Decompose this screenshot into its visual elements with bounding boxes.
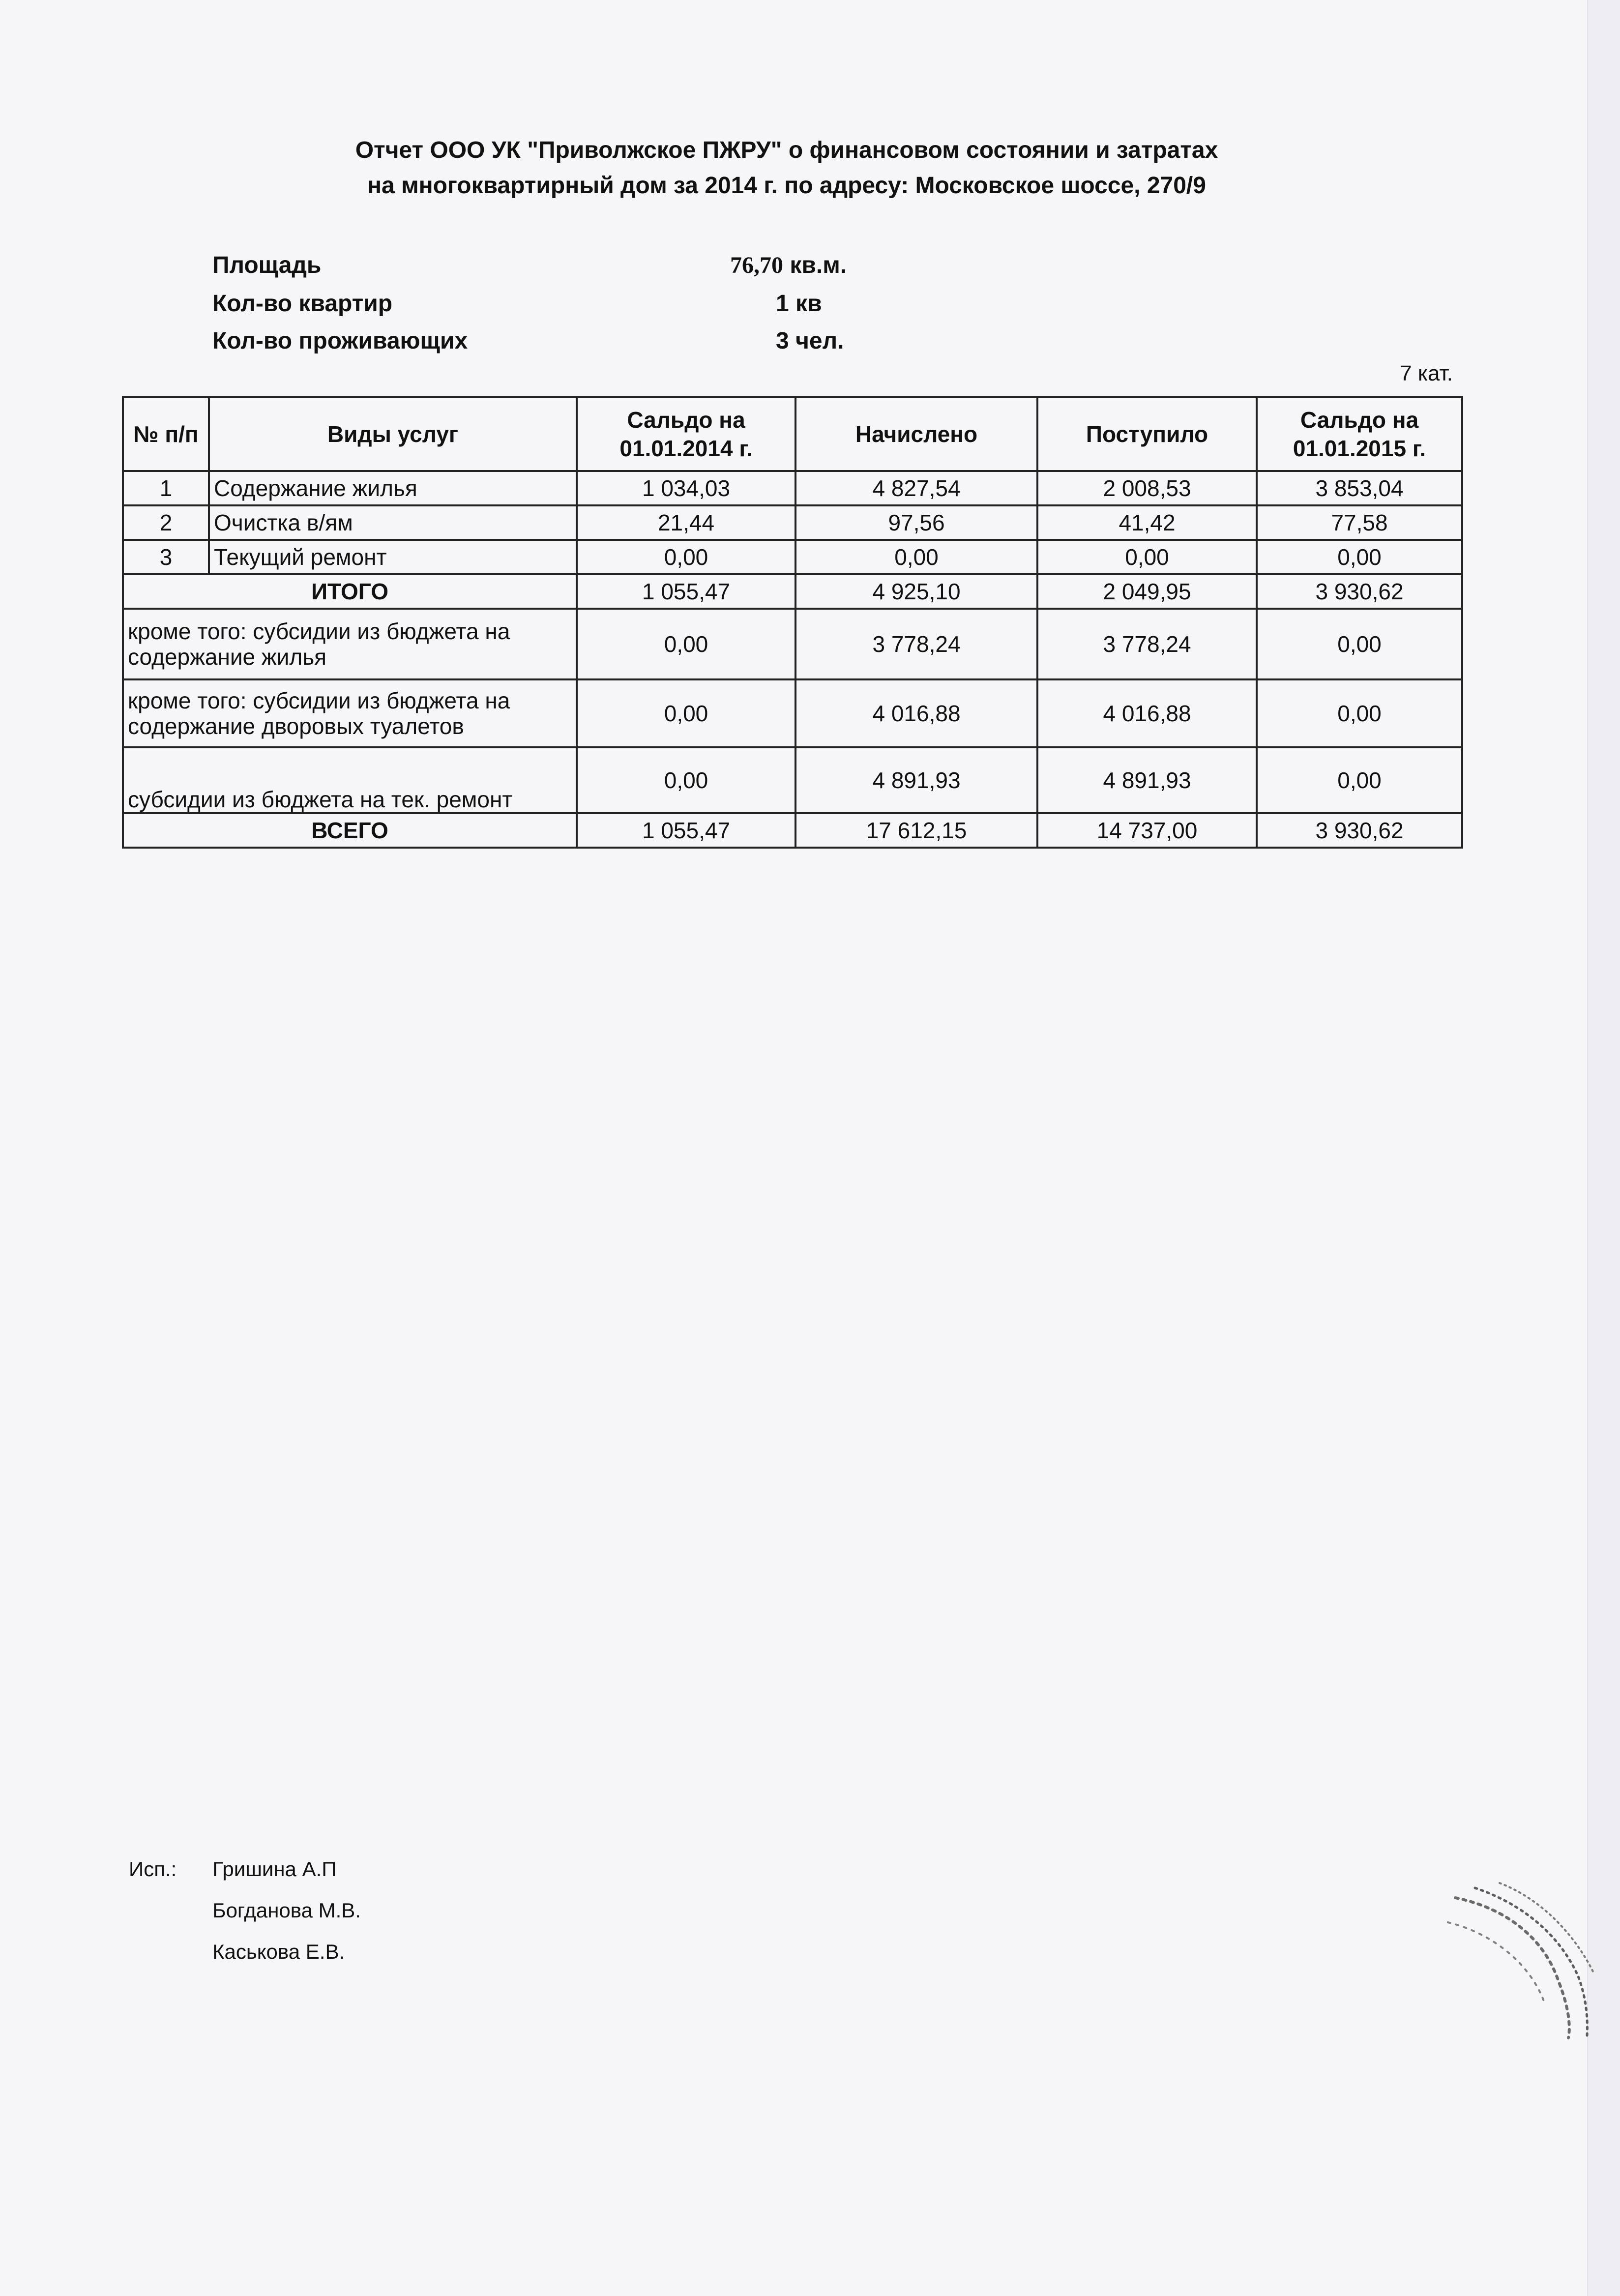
report-title (123, 133, 1450, 204)
row-received: 0,00 (1037, 540, 1257, 574)
subsidy-label (123, 609, 577, 679)
subsidy-row (123, 679, 1462, 747)
residents-value (776, 327, 844, 354)
row-num: 3 (123, 540, 209, 574)
subsidy-charged: 4 891,93 (795, 747, 1037, 813)
row-num: 2 (123, 505, 209, 540)
residents-unit: чел. (795, 328, 844, 354)
apartments-unit: кв (795, 291, 822, 317)
row-num: 1 (123, 471, 209, 505)
header-service: Виды услуг (209, 397, 577, 471)
grand-total-label: ВСЕГО (123, 813, 577, 848)
area-unit: кв.м. (790, 252, 847, 278)
title-line-2: на многоквартирный дом за 2014 г. по адресу: Московское шоссе, 270/9 (367, 173, 1206, 199)
title-line-1: Отчет ООО УК "Приволжское ПЖРУ" о финансовом состоянии и затратах (355, 137, 1218, 163)
grand-total-saldo-start: 1 055,47 (577, 813, 795, 848)
row-received: 2 008,53 (1037, 471, 1257, 505)
subsidy-saldo-start: 0,00 (577, 679, 795, 747)
row-charged: 0,00 (795, 540, 1037, 574)
area-label: Площадь (212, 252, 322, 278)
table-row (123, 505, 1462, 540)
residents-number: 3 (776, 328, 789, 354)
total-charged: 4 925,10 (795, 574, 1037, 609)
subsidy-saldo-start: 0,00 (577, 747, 795, 813)
header-num: № п/п (123, 397, 209, 471)
grand-total-saldo-end: 3 930,62 (1257, 813, 1462, 848)
header-saldo-start-line2: 01.01.2014 г. (619, 436, 753, 461)
row-received: 41,42 (1037, 505, 1257, 540)
subsidy-charged: 3 778,24 (795, 609, 1037, 679)
subsidy-saldo-end: 0,00 (1257, 609, 1462, 679)
row-charged: 4 827,54 (795, 471, 1037, 505)
row-saldo-end: 0,00 (1257, 540, 1462, 574)
header-received: Поступило (1037, 397, 1257, 471)
area-number: 76,70 (730, 252, 783, 278)
header-charged: Начислено (795, 397, 1037, 471)
executor-name: Гришина А.П (212, 1857, 337, 1881)
finance-table (122, 396, 1463, 849)
total-received: 2 049,95 (1037, 574, 1257, 609)
total-row (123, 574, 1462, 609)
subsidy-label-line2: содержание дворовых туалетов (128, 713, 464, 739)
header-saldo-end-line2: 01.01.2015 г. (1293, 436, 1426, 461)
subsidy-charged: 4 016,88 (795, 679, 1037, 747)
subsidy-label (123, 747, 577, 813)
subsidy-saldo-end: 0,00 (1257, 679, 1462, 747)
row-service: Текущий ремонт (209, 540, 577, 574)
header-saldo-end-line1: Сальдо на (1300, 407, 1419, 433)
table-row (123, 540, 1462, 574)
header-saldo-start (577, 397, 795, 471)
total-saldo-end: 3 930,62 (1257, 574, 1462, 609)
executors-label: Исп.: (129, 1857, 177, 1881)
subsidy-received: 4 891,93 (1037, 747, 1257, 813)
apartments-label: Кол-во квартир (212, 291, 393, 317)
subsidy-label (123, 679, 577, 747)
row-saldo-start: 0,00 (577, 540, 795, 574)
subsidy-row (123, 609, 1462, 679)
row-charged: 97,56 (795, 505, 1037, 540)
total-label: ИТОГО (123, 574, 577, 609)
table-header-row (123, 397, 1462, 471)
row-saldo-start: 1 034,03 (577, 471, 795, 505)
row-service: Очистка в/ям (209, 505, 577, 540)
row-saldo-start: 21,44 (577, 505, 795, 540)
subsidy-label-line1: кроме того: субсидии из бюджета на (128, 618, 510, 644)
subsidy-received: 3 778,24 (1037, 609, 1257, 679)
grand-total-row (123, 813, 1462, 848)
subsidy-saldo-end: 0,00 (1257, 747, 1462, 813)
executor-name: Богданова М.В. (212, 1899, 361, 1922)
grand-total-charged: 17 612,15 (795, 813, 1037, 848)
executor-name: Каськова Е.В. (212, 1940, 345, 1963)
area-value (730, 252, 847, 279)
row-saldo-end: 3 853,04 (1257, 471, 1462, 505)
header-saldo-end (1257, 397, 1462, 471)
subsidy-saldo-start: 0,00 (577, 609, 795, 679)
row-saldo-end: 77,58 (1257, 505, 1462, 540)
residents-label: Кол-во проживающих (212, 328, 468, 354)
row-service: Содержание жилья (209, 471, 577, 505)
apartments-value (776, 290, 822, 317)
subsidy-received: 4 016,88 (1037, 679, 1257, 747)
table-row (123, 471, 1462, 505)
total-saldo-start: 1 055,47 (577, 574, 795, 609)
subsidy-label-line1: кроме того: субсидии из бюджета на (128, 688, 510, 713)
grand-total-received: 14 737,00 (1037, 813, 1257, 848)
subsidy-row (123, 747, 1462, 813)
apartments-number: 1 (776, 291, 789, 317)
header-saldo-start-line1: Сальдо на (627, 407, 745, 433)
category-note: 7 кат. (1400, 361, 1453, 385)
subsidy-label-line2: содержание жилья (128, 644, 327, 670)
pen-scribble (1445, 1878, 1608, 2040)
subsidy-label-line2: субсидии из бюджета на тек. ремонт (128, 787, 513, 812)
